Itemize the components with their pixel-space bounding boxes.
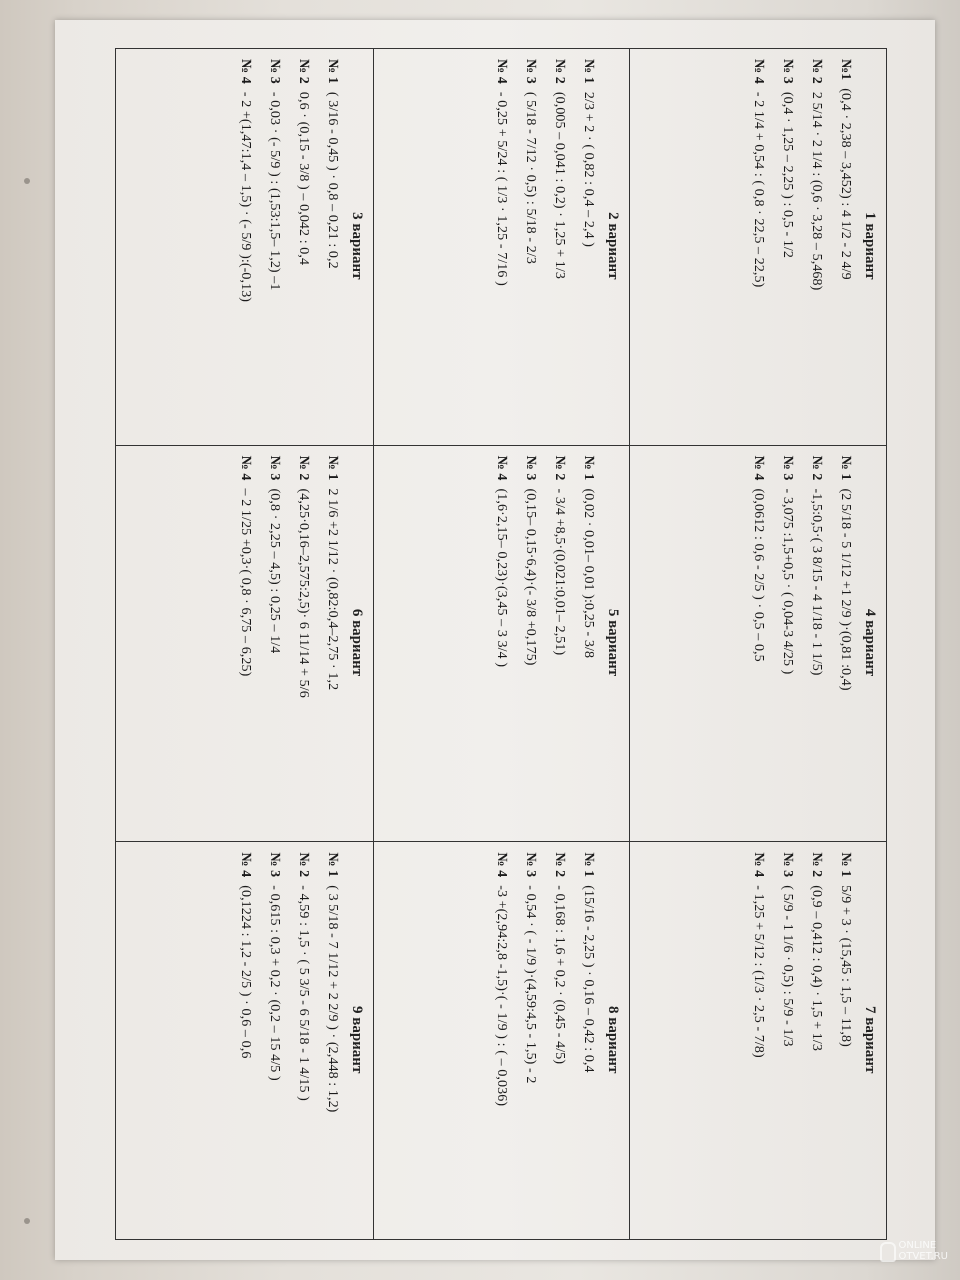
task-expression: -1,5:0,5·( 3 8/15 - 4 1/18 - 1 1/5) xyxy=(809,488,824,676)
task-number: № 4 xyxy=(494,59,510,84)
task-line xyxy=(493,456,509,830)
lightbulb-icon xyxy=(880,1242,896,1262)
task-expression: ( 5/9 - 1 1/6 · 0,5) : 5/9 - 1/3 xyxy=(780,885,795,1047)
task-line xyxy=(808,59,824,433)
task-line xyxy=(493,852,509,1227)
task-line xyxy=(324,456,340,830)
task-expression: - 0,54 · ( - 1/9 )·(4,59:4,5 - 1,5) - 2 xyxy=(523,885,539,1084)
task-number: № 1 xyxy=(581,455,597,481)
task-number: № 3 xyxy=(523,59,539,84)
task-number: № 1 xyxy=(324,455,340,481)
task-number: № 1 xyxy=(838,455,853,481)
task-expression: 5/9 + 3 · (15,45 : 1,5 – 11,8) xyxy=(838,885,853,1047)
task-line xyxy=(750,59,766,433)
task-expression: -3 +(2,94:2,8 -1,5)·( - 1/9 ) : ( – 0,036) xyxy=(494,885,510,1107)
task-number: № 2 xyxy=(552,852,568,878)
variant-cell xyxy=(116,842,373,1239)
variant-title: 4 вариант xyxy=(862,608,878,677)
task-number: № 2 xyxy=(295,455,311,481)
variant-cell xyxy=(116,446,373,843)
task-line xyxy=(551,852,567,1227)
task-number: № 4 xyxy=(751,455,766,481)
task-number: № 3 xyxy=(780,59,795,84)
task-expression: (0,1224 : 1,2 - 2/5 ) · 0,6 – 0,6 xyxy=(237,885,253,1059)
task-expression: (4,25·0,16–2,575:2,5)· 6 11/14 + 5/6 xyxy=(295,488,311,698)
task-line xyxy=(522,456,538,830)
task-expression: - 0,03 · (- 5/9 ) : (1,53:1,5– 1,2) –1 xyxy=(266,91,282,291)
task-expression: 0,6 · (0,15 - 3/8 ) – 0,042 : 0,4 xyxy=(295,91,311,266)
task-line xyxy=(551,456,567,830)
task-number: № 1 xyxy=(581,59,597,84)
task-line xyxy=(808,852,824,1227)
task-number: № 4 xyxy=(237,59,253,84)
variants-table xyxy=(115,48,887,1240)
task-line xyxy=(295,852,311,1227)
variant-cell xyxy=(373,49,630,446)
task-line xyxy=(266,59,282,433)
task-line xyxy=(237,59,253,433)
task-number: № 4 xyxy=(494,455,510,481)
task-number: № 2 xyxy=(295,852,311,878)
task-line xyxy=(837,456,853,830)
task-number: № 2 xyxy=(809,852,824,878)
task-expression: - 0,25 + 5/24 : ( 1/3 · 1,25 - 7/16 ) xyxy=(494,91,510,286)
task-expression: - 0,168 : 1,6 + 0,2 · (0,45 - 4/5) xyxy=(552,885,568,1065)
task-expression: (0,8 · 2,25 – 4,5) : 0,25 – 1/4 xyxy=(266,488,282,654)
task-expression: (0,005 – 0,041 : 0,2) · 1,25 + 1/3 xyxy=(552,91,568,279)
variant-title: 5 вариант xyxy=(605,608,622,677)
variant-title: 8 вариант xyxy=(605,1005,622,1074)
task-number: № 3 xyxy=(266,59,282,84)
task-line xyxy=(580,59,596,433)
task-expression: - 3,075 :1,5+0,5 · ( 0,04-3 4/25 ) xyxy=(780,488,795,675)
task-line xyxy=(837,59,853,433)
task-expression: (0,15– 0,15·6,4)·(- 3/8 +0,175) xyxy=(523,488,539,666)
variant-title: 1 вариант xyxy=(862,212,878,280)
variant-cell xyxy=(373,842,630,1239)
task-number: № 4 xyxy=(494,852,510,878)
task-line xyxy=(551,59,567,433)
watermark-line2: OTVET.RU xyxy=(898,1251,948,1262)
task-number: № 4 xyxy=(237,455,253,481)
variant-title: 9 вариант xyxy=(348,1005,365,1074)
task-number: № 3 xyxy=(266,455,282,481)
task-expression: (1,6·2,15– 0,23)·(3,45 – 3 3/4 ) xyxy=(494,488,510,668)
variant-cell xyxy=(373,446,630,843)
task-line xyxy=(750,852,766,1227)
task-expression: (0,9 – 0,412 : 0,4) · 1,5 + 1/3 xyxy=(809,885,824,1051)
task-line xyxy=(808,456,824,830)
variant-title: 6 вариант xyxy=(348,608,365,677)
task-line xyxy=(580,456,596,830)
task-number: № 1 xyxy=(838,852,853,878)
task-line xyxy=(837,852,853,1227)
task-expression: - 0,615 : 0,3 + 0,2 · (0,2 – 15 4/5 ) xyxy=(266,885,282,1081)
variant-cell xyxy=(629,49,886,446)
variant-title: 2 вариант xyxy=(605,212,622,280)
task-number: № 1 xyxy=(324,59,340,84)
task-line xyxy=(779,456,795,830)
variant-cell xyxy=(116,49,373,446)
task-number: № 3 xyxy=(523,455,539,481)
task-expression: - 1,25 + 5/12 : (1/3 · 2,5 - 7/8) xyxy=(751,885,766,1058)
task-expression: (0,02 · 0,01– 0,01 ):0,25 - 3/8 xyxy=(581,488,597,659)
task-line xyxy=(237,456,253,830)
variant-title: 3 вариант xyxy=(348,212,365,280)
variant-cell xyxy=(629,842,886,1239)
watermark-line1: ONLINE xyxy=(898,1240,937,1251)
pushpin-hole xyxy=(24,178,30,184)
task-number: № 2 xyxy=(552,455,568,481)
task-expression: – 2 1/25 +0,3·( 0,8 · 6,75 – 6,25) xyxy=(237,488,253,677)
task-number: № 3 xyxy=(780,455,795,481)
watermark-logo xyxy=(898,1240,948,1262)
task-expression: - 4,59 : 1,5 · ( 5 3/5 - 6 5/18 - 1 4/15 ) xyxy=(295,885,311,1101)
task-expression: (0,4 · 2,38 – 3,452) : 4 1/2 - 2 4/9 xyxy=(838,88,853,280)
task-expression: - 2 +(1,47:1,4 – 1,5) · (- 5/9 ):(-0,13) xyxy=(237,91,253,303)
task-line xyxy=(266,456,282,830)
task-expression: (2 5/18 - 5 1/12 +1 2/9 )·(0,81 :0,4) xyxy=(838,488,853,691)
task-number: № 3 xyxy=(523,852,539,878)
task-number: № 4 xyxy=(237,852,253,878)
task-expression: ( 3 5/18 - 7 1/12 + 2 2/9 ) · (2,448 : 1,2) xyxy=(324,885,340,1113)
task-line xyxy=(580,852,596,1227)
task-line xyxy=(295,456,311,830)
task-number: №1 xyxy=(838,59,853,81)
task-expression: (0,4 · 1,25 – 2,25 ) : 0,5 - 1/2 xyxy=(780,91,795,259)
task-line xyxy=(266,852,282,1227)
task-line xyxy=(779,59,795,433)
task-expression: (0,0612 : 0,6 - 2/5 ) · 0,5 – 0,5 xyxy=(751,488,766,662)
task-line xyxy=(522,852,538,1227)
task-line xyxy=(237,852,253,1227)
task-line xyxy=(779,852,795,1227)
task-line xyxy=(324,59,340,433)
variant-cell xyxy=(629,446,886,843)
task-expression: ( 5/18 - 7/12 · 0,5) : 5/18 - 2/3 xyxy=(523,91,539,264)
task-line xyxy=(522,59,538,433)
task-number: № 3 xyxy=(780,852,795,878)
task-number: № 1 xyxy=(581,852,597,878)
worksheet xyxy=(55,20,935,1260)
pushpin-hole xyxy=(24,1218,30,1224)
task-number: № 3 xyxy=(266,852,282,878)
task-line xyxy=(295,59,311,433)
task-number: № 2 xyxy=(552,59,568,84)
task-expression: - 2 1/4 + 0,54 : ( 0,8 · 22,5 – 22,5) xyxy=(751,91,766,288)
task-number: № 2 xyxy=(295,59,311,84)
task-number: № 1 xyxy=(324,852,340,878)
task-number: № 4 xyxy=(751,59,766,84)
variant-title: 7 вариант xyxy=(862,1005,878,1074)
task-number: № 4 xyxy=(751,852,766,878)
task-expression: - 3/4 +8,5·(0,021:0,01– 2,51) xyxy=(552,488,568,656)
task-number: № 2 xyxy=(809,455,824,481)
task-expression: 2 1/6 +2 1/12 · (0,82:0,4–2,75 · 1,2 xyxy=(324,488,340,691)
task-line xyxy=(493,59,509,433)
task-expression: ( 3/16 - 0,45 ) · 0,8 – 0,21 : 0,2 xyxy=(324,91,340,269)
task-expression: (15/16 - 2,25 ) · 0,16 – 0,42 : 0,4 xyxy=(581,885,597,1073)
task-number: № 2 xyxy=(809,59,824,84)
task-expression: 2/3 + 2 · ( 0,82 : 0,4 – 2,4 ) xyxy=(581,91,597,248)
task-line xyxy=(324,852,340,1227)
task-line xyxy=(750,456,766,830)
task-expression: 2 5/14 · 2 1/4 : (0,6 · 3,28 – 5,468) xyxy=(809,91,824,291)
